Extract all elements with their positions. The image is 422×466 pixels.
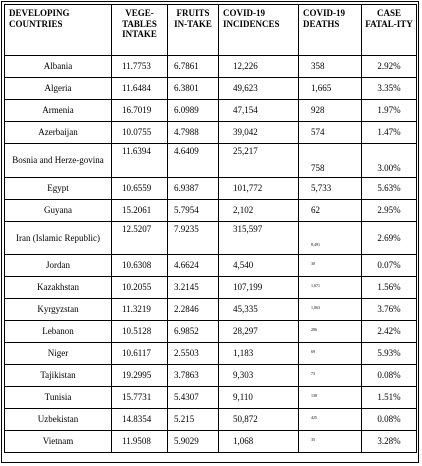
table-row <box>5 100 417 122</box>
vegetables-cell: 14.8354 <box>112 409 168 431</box>
country-cell: Uzbekistan <box>5 409 112 431</box>
country-cell: Armenia <box>5 100 112 122</box>
country-cell: Tunisia <box>5 387 112 409</box>
fruits-cell: 6.0989 <box>168 100 219 122</box>
table-row <box>5 122 417 144</box>
fruits-cell: 4.7988 <box>168 122 219 144</box>
deaths-cell: 73 <box>299 365 362 387</box>
deaths-cell: 574 <box>299 122 362 144</box>
fatality-cell: 3.35% <box>362 78 417 100</box>
vegetables-cell: 19.2995 <box>112 365 168 387</box>
incidences-cell: 49,623 <box>219 78 299 100</box>
fatality-cell: 3.28% <box>362 431 417 453</box>
deaths-cell: 358 <box>299 56 362 78</box>
table-row <box>5 200 417 222</box>
fatality-cell: 2.95% <box>362 200 417 222</box>
deaths-cell: 5,733 <box>299 178 362 200</box>
table-row <box>5 222 417 255</box>
incidences-cell: 25,217 <box>219 144 299 178</box>
table-row <box>5 431 417 453</box>
vegetables-cell: 10.0755 <box>112 122 168 144</box>
table-row <box>5 277 417 299</box>
vegetables-cell: 10.5128 <box>112 321 168 343</box>
table-row <box>5 343 417 365</box>
fatality-cell: 1.47% <box>362 122 417 144</box>
fruits-cell: 5.4307 <box>168 387 219 409</box>
covid-diet-table <box>4 4 417 453</box>
deaths-cell: 928 <box>299 100 362 122</box>
header-countries: DEVELOPING COUNTRIES <box>5 5 112 56</box>
deaths-cell: 138 <box>299 387 362 409</box>
deaths-cell: 30 <box>299 255 362 277</box>
incidences-cell: 1,068 <box>219 431 299 453</box>
deaths-cell: 286 <box>299 321 362 343</box>
fatality-cell: 0.08% <box>362 365 417 387</box>
fruits-cell: 4.6624 <box>168 255 219 277</box>
fatality-cell: 3.00% <box>362 144 417 178</box>
country-cell: Vietnam <box>5 431 112 453</box>
vegetables-cell: 11.7753 <box>112 56 168 78</box>
deaths-cell: 8,491 <box>299 222 362 255</box>
country-cell: Kazakhstan <box>5 277 112 299</box>
table-row <box>5 78 417 100</box>
fruits-cell: 6.7861 <box>168 56 219 78</box>
fatality-cell: 1.56% <box>362 277 417 299</box>
country-cell: Algeria <box>5 78 112 100</box>
incidences-cell: 50,872 <box>219 409 299 431</box>
vegetables-cell: 10.6308 <box>112 255 168 277</box>
vegetables-cell: 15.2061 <box>112 200 168 222</box>
fruits-cell: 3.2145 <box>168 277 219 299</box>
fruits-cell: 5.9029 <box>168 431 219 453</box>
vegetables-cell: 10.2055 <box>112 277 168 299</box>
vegetables-cell: 11.9508 <box>112 431 168 453</box>
table-row <box>5 299 417 321</box>
country-cell: Bosnia and Herze-govina <box>5 144 112 178</box>
fatality-cell: 1.97% <box>362 100 417 122</box>
header-row <box>5 5 417 56</box>
country-cell: Lebanon <box>5 321 112 343</box>
fruits-cell: 7.9235 <box>168 222 219 255</box>
fruits-cell: 6.9387 <box>168 178 219 200</box>
country-cell: Albania <box>5 56 112 78</box>
vegetables-cell: 11.6484 <box>112 78 168 100</box>
deaths-cell: 1,671 <box>299 277 362 299</box>
table-row <box>5 56 417 78</box>
vegetables-cell: 11.3219 <box>112 299 168 321</box>
vegetables-cell: 11.6394 <box>112 144 168 178</box>
fruits-cell: 6.3801 <box>168 78 219 100</box>
fatality-cell: 5.63% <box>362 178 417 200</box>
vegetables-cell: 12.5207 <box>112 222 168 255</box>
country-cell: Guyana <box>5 200 112 222</box>
table-row <box>5 144 417 178</box>
header-vegetables: VEGE-TABLES INTAKE <box>112 5 168 56</box>
deaths-cell: 1,063 <box>299 299 362 321</box>
fruits-cell: 2.2846 <box>168 299 219 321</box>
country-cell: Kyrgyzstan <box>5 299 112 321</box>
incidences-cell: 28,297 <box>219 321 299 343</box>
incidences-cell: 101,772 <box>219 178 299 200</box>
header-incidences: COVID-19 INCIDENCES <box>219 5 299 56</box>
fatality-cell: 2.69% <box>362 222 417 255</box>
fatality-cell: 2.42% <box>362 321 417 343</box>
country-cell: Niger <box>5 343 112 365</box>
incidences-cell: 12,226 <box>219 56 299 78</box>
country-cell: Jordan <box>5 255 112 277</box>
fatality-cell: 5.93% <box>362 343 417 365</box>
incidences-cell: 47,154 <box>219 100 299 122</box>
incidences-cell: 1,183 <box>219 343 299 365</box>
fruits-cell: 5.7954 <box>168 200 219 222</box>
fatality-cell: 2.92% <box>362 56 417 78</box>
incidences-cell: 39,042 <box>219 122 299 144</box>
vegetables-cell: 15.7731 <box>112 387 168 409</box>
table-row <box>5 365 417 387</box>
deaths-cell: 425 <box>299 409 362 431</box>
table-row <box>5 409 417 431</box>
country-cell: Iran (Islamic Republic) <box>5 222 112 255</box>
deaths-cell: 35 <box>299 431 362 453</box>
header-deaths: COVID-19 DEATHS <box>299 5 362 56</box>
incidences-cell: 2,102 <box>219 200 299 222</box>
deaths-cell: 69 <box>299 343 362 365</box>
fatality-cell: 3.76% <box>362 299 417 321</box>
table-row <box>5 321 417 343</box>
country-cell: Egypt <box>5 178 112 200</box>
incidences-cell: 45,335 <box>219 299 299 321</box>
table-row <box>5 178 417 200</box>
fruits-cell: 6.9852 <box>168 321 219 343</box>
incidences-cell: 9,110 <box>219 387 299 409</box>
deaths-cell: 1,665 <box>299 78 362 100</box>
vegetables-cell: 16.7019 <box>112 100 168 122</box>
incidences-cell: 9,303 <box>219 365 299 387</box>
fruits-cell: 2.5503 <box>168 343 219 365</box>
vegetables-cell: 10.6117 <box>112 343 168 365</box>
header-fruits: FRUITS IN-TAKE <box>168 5 219 56</box>
vegetables-cell: 10.6559 <box>112 178 168 200</box>
fatality-cell: 0.07% <box>362 255 417 277</box>
country-cell: Azerbaijan <box>5 122 112 144</box>
table-row <box>5 255 417 277</box>
fruits-cell: 4.6409 <box>168 144 219 178</box>
incidences-cell: 315,597 <box>219 222 299 255</box>
deaths-cell: 62 <box>299 200 362 222</box>
header-fatality: CASE FATAL-ITY <box>362 5 417 56</box>
fatality-cell: 0.08% <box>362 409 417 431</box>
fruits-cell: 5.215 <box>168 409 219 431</box>
fruits-cell: 3.7863 <box>168 365 219 387</box>
incidences-cell: 4,540 <box>219 255 299 277</box>
deaths-cell: 758 <box>299 144 362 178</box>
incidences-cell: 107,199 <box>219 277 299 299</box>
country-cell: Tajikistan <box>5 365 112 387</box>
table-row <box>5 387 417 409</box>
fatality-cell: 1.51% <box>362 387 417 409</box>
